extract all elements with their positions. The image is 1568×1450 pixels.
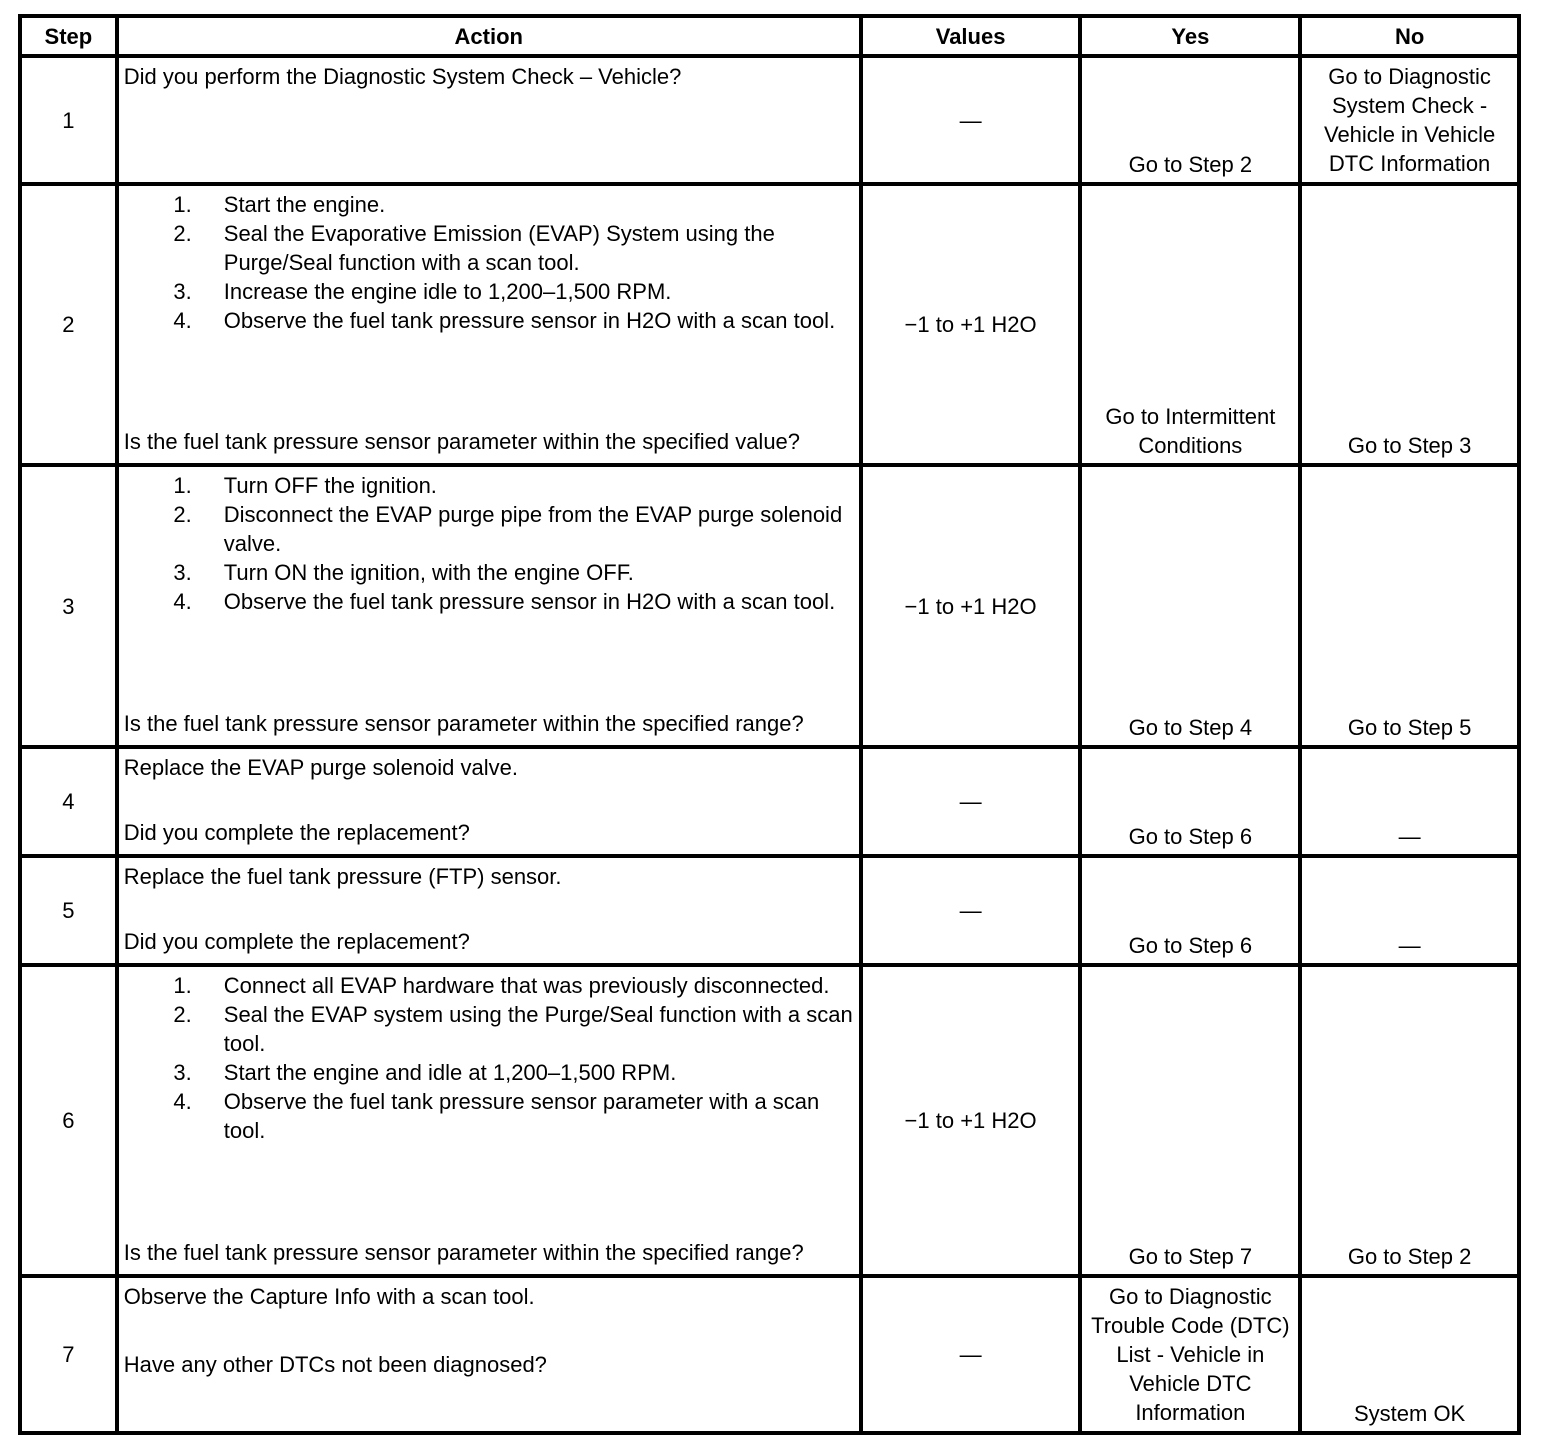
list-item: 2. Disconnect the EVAP purge pipe from the EVAP purge solenoid valve. <box>173 502 843 556</box>
step-number: 1 <box>20 56 117 184</box>
action-question: Did you complete the replacement? <box>123 929 470 954</box>
no-cell: System OK <box>1300 1276 1519 1433</box>
action-cell <box>117 965 861 1276</box>
step-number: 3 <box>20 465 117 747</box>
step-number: 7 <box>20 1276 117 1433</box>
action-question: Is the fuel tank pressure sensor parameter within the specified value? <box>123 429 801 454</box>
header-row <box>20 16 1519 56</box>
action-question: Is the fuel tank pressure sensor parameter within the specified range? <box>123 711 804 736</box>
header-step: Step <box>20 16 117 56</box>
no-cell: Go to Step 3 <box>1300 184 1519 465</box>
header-yes: Yes <box>1080 16 1300 56</box>
list-item: 3. Increase the engine idle to 1,200–1,500 RPM. <box>173 279 672 304</box>
values-cell: −1 to +1 H2O <box>861 184 1081 465</box>
no-cell: Go to Diagnostic System Check - Vehicle in Vehicle DTC Information <box>1300 56 1519 184</box>
action-text: Observe the Capture Info with a scan tool. <box>123 1284 535 1309</box>
values-cell: −1 to +1 H2O <box>861 465 1081 747</box>
action-cell <box>117 465 861 747</box>
diagnostic-table <box>18 14 1521 1435</box>
header-action: Action <box>117 16 861 56</box>
no-cell: — <box>1300 856 1519 965</box>
values-cell: — <box>861 856 1081 965</box>
list-item: 3. Start the engine and idle at 1,200–1,500 RPM. <box>173 1060 677 1085</box>
action-cell <box>117 856 861 965</box>
header-no: No <box>1300 16 1519 56</box>
action-question: Have any other DTCs not been diagnosed? <box>123 1352 547 1377</box>
table-row-step-4 <box>20 747 1519 856</box>
yes-cell: Go to Step 4 <box>1080 465 1300 747</box>
table-row-step-7 <box>20 1276 1519 1433</box>
yes-cell: Go to Step 6 <box>1080 747 1300 856</box>
action-text: Replace the EVAP purge solenoid valve. <box>123 755 518 780</box>
action-steps-list <box>124 471 855 616</box>
table-row-step-3 <box>20 465 1519 747</box>
values-cell: −1 to +1 H2O <box>861 965 1081 1276</box>
list-item: 4. Observe the fuel tank pressure sensor in H2O with a scan tool. <box>173 589 836 614</box>
action-text: Replace the fuel tank pressure (FTP) sensor. <box>123 864 562 889</box>
action-steps-list <box>124 190 855 335</box>
values-cell: — <box>861 747 1081 856</box>
table-row-step-1 <box>20 56 1519 184</box>
action-cell <box>117 184 861 465</box>
action-cell <box>117 747 861 856</box>
values-cell: — <box>861 1276 1081 1433</box>
table-row-step-5 <box>20 856 1519 965</box>
yes-cell: Go to Intermittent Conditions <box>1080 184 1300 465</box>
yes-cell: Go to Diagnostic Trouble Code (DTC) List - Vehicle in Vehicle DTC Information <box>1080 1276 1300 1433</box>
step-number: 5 <box>20 856 117 965</box>
no-cell: Go to Step 2 <box>1300 965 1519 1276</box>
list-item: 3. Turn ON the ignition, with the engine OFF. <box>173 560 634 585</box>
action-question: Did you complete the replacement? <box>123 820 470 845</box>
action-question: Is the fuel tank pressure sensor parameter within the specified range? <box>123 1240 804 1265</box>
yes-cell: Go to Step 7 <box>1080 965 1300 1276</box>
list-item: 2. Seal the EVAP system using the Purge/Seal function with a scan tool. <box>173 1002 853 1056</box>
table-row-step-2 <box>20 184 1519 465</box>
step-number: 2 <box>20 184 117 465</box>
action-steps-list <box>124 971 855 1145</box>
values-cell: — <box>861 56 1081 184</box>
header-values: Values <box>861 16 1081 56</box>
table-row-step-6 <box>20 965 1519 1276</box>
step-number: 4 <box>20 747 117 856</box>
no-cell: Go to Step 5 <box>1300 465 1519 747</box>
yes-cell: Go to Step 2 <box>1080 56 1300 184</box>
list-item: 1. Connect all EVAP hardware that was previously disconnected. <box>173 973 830 998</box>
action-cell <box>117 56 861 184</box>
list-item: 1. Start the engine. <box>173 192 386 217</box>
list-item: 1. Turn OFF the ignition. <box>173 473 437 498</box>
action-cell <box>117 1276 861 1433</box>
list-item: 2. Seal the Evaporative Emission (EVAP) System using the Purge/Seal function with a scan tool. <box>173 221 775 275</box>
step-number: 6 <box>20 965 117 1276</box>
no-cell: — <box>1300 747 1519 856</box>
list-item: 4. Observe the fuel tank pressure sensor in H2O with a scan tool. <box>173 308 836 333</box>
yes-cell: Go to Step 6 <box>1080 856 1300 965</box>
action-text: Did you perform the Diagnostic System Check – Vehicle? <box>123 64 682 89</box>
list-item: 4. Observe the fuel tank pressure sensor parameter with a scan tool. <box>173 1089 820 1143</box>
